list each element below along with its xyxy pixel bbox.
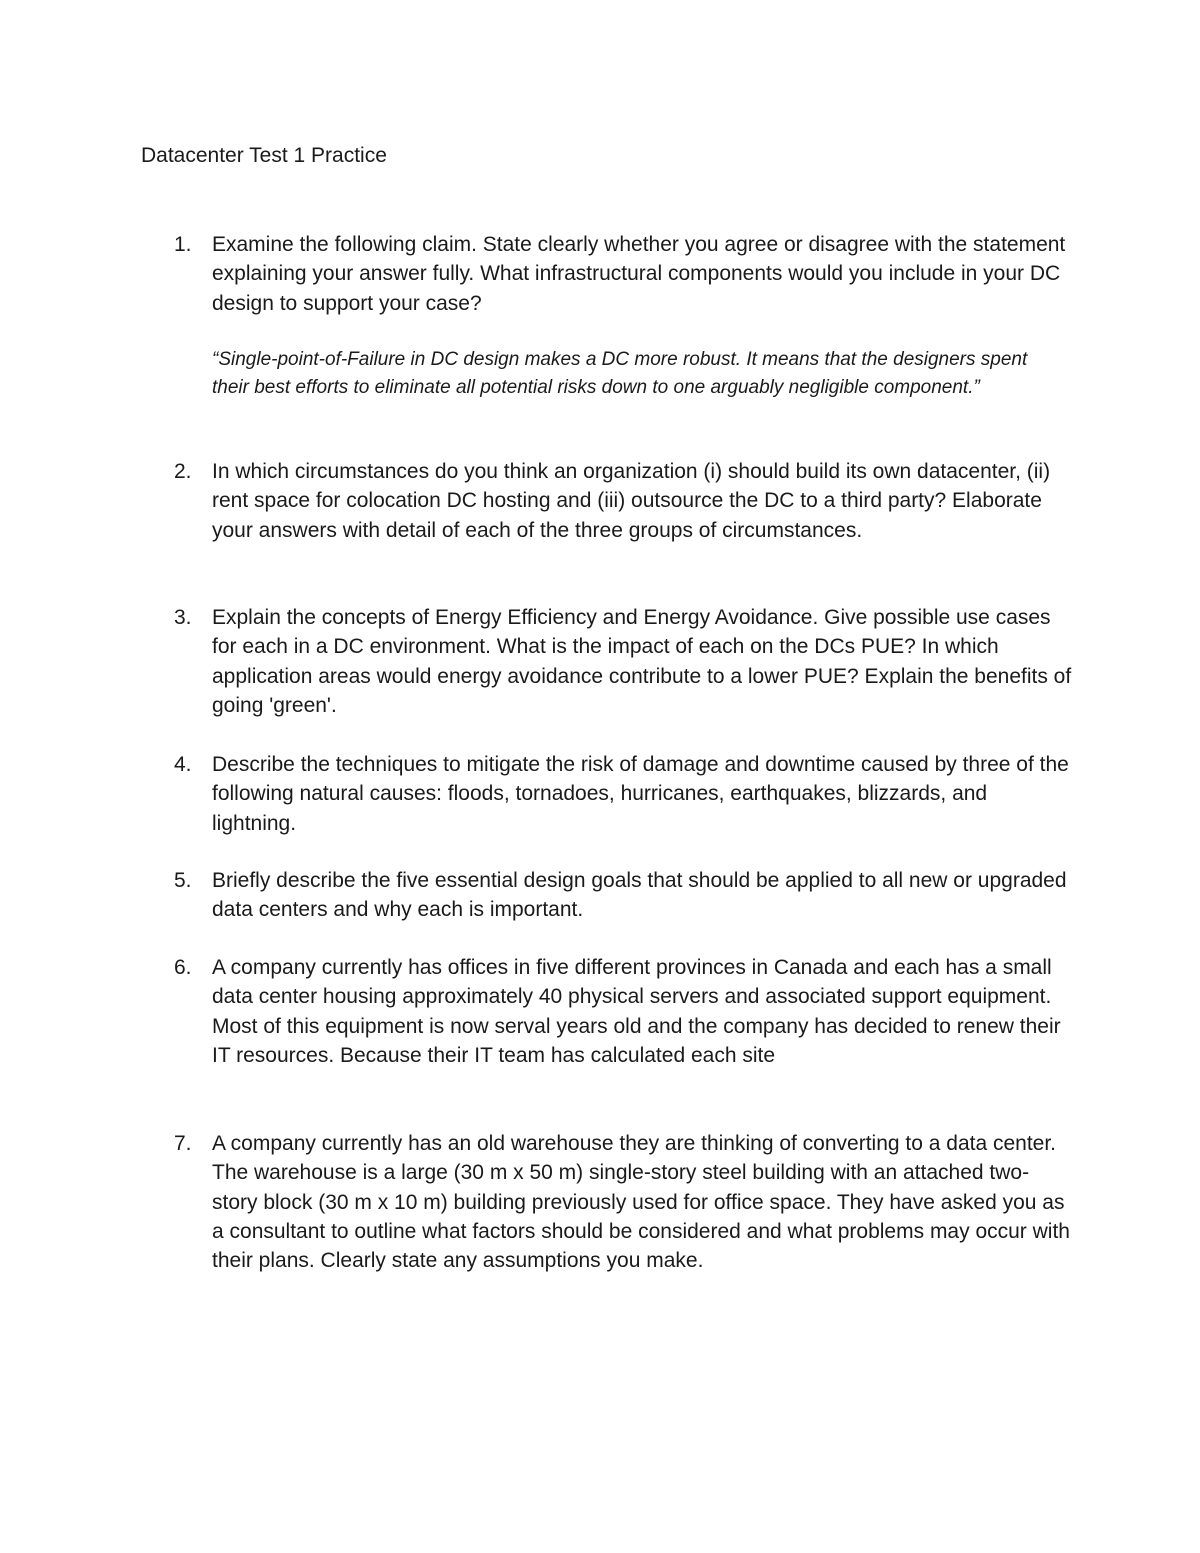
question-number: 6. [174,956,192,979]
question-text: Briefly describe the five essential design goals that should be applied to all new or upgraded data centers and why each is important. [212,869,1067,922]
question-4 [174,750,1074,838]
question-text: A company currently has an old warehouse they are thinking of converting to a data center. The warehouse is a large (30 m x 50 m) single-story steel building with an attached two-story block (30 m x 10 m) building previously used for office space. They have asked you as a consultant to outline what factors should be considered and what problems may occur with their plans. Clearly state any assumptions you make. [212,1132,1070,1273]
question-number: 4. [174,753,192,776]
question-3 [174,603,1074,720]
document-title: Datacenter Test 1 Practice [141,144,387,167]
question-number: 3. [174,606,192,629]
question-text: Explain the concepts of Energy Efficiency and Energy Avoidance. Give possible use cases for each in a DC environment. What is the impact of each on the DCs PUE? In which application areas would energy avoidance contribute to a lower PUE? Explain the benefits of going 'green'. [212,606,1072,717]
question-number: 5. [174,869,192,892]
question-6 [174,953,1074,1070]
question-text: In which circumstances do you think an organization (i) should build its own datacenter, (ii) rent space for colocation DC hosting and (iii) outsource the DC to a third party? Elaborate your answers with detail of each of the three groups of circumstances. [212,460,1051,542]
question-1 [174,230,1074,318]
question-7 [174,1129,1074,1275]
claim-quote: “Single-point-of-Failure in DC design makes a DC more robust. It means that the designers spent their best efforts to eliminate all potential risks down to one arguably negligible component.” [212,349,1028,398]
question-text: Examine the following claim. State clearly whether you agree or disagree with the statement explaining your answer fully. What infrastructural components would you include in your DC design to support your case? [212,233,1066,315]
question-text: Describe the techniques to mitigate the risk of damage and downtime caused by three of the following natural causes: floods, tornadoes, hurricanes, earthquakes, blizzards, and lightning. [212,753,1069,835]
question-number: 2. [174,460,192,483]
question-number: 7. [174,1132,192,1155]
question-text: A company currently has offices in five different provinces in Canada and each has a small data center housing approximately 40 physical servers and associated support equipment. Most of this equipment is now serval years old and the company has decided to renew their IT resources. Because their IT team has calculated each site [212,956,1061,1067]
question-5 [174,866,1074,925]
question-number: 1. [174,233,192,256]
question-2 [174,457,1074,545]
